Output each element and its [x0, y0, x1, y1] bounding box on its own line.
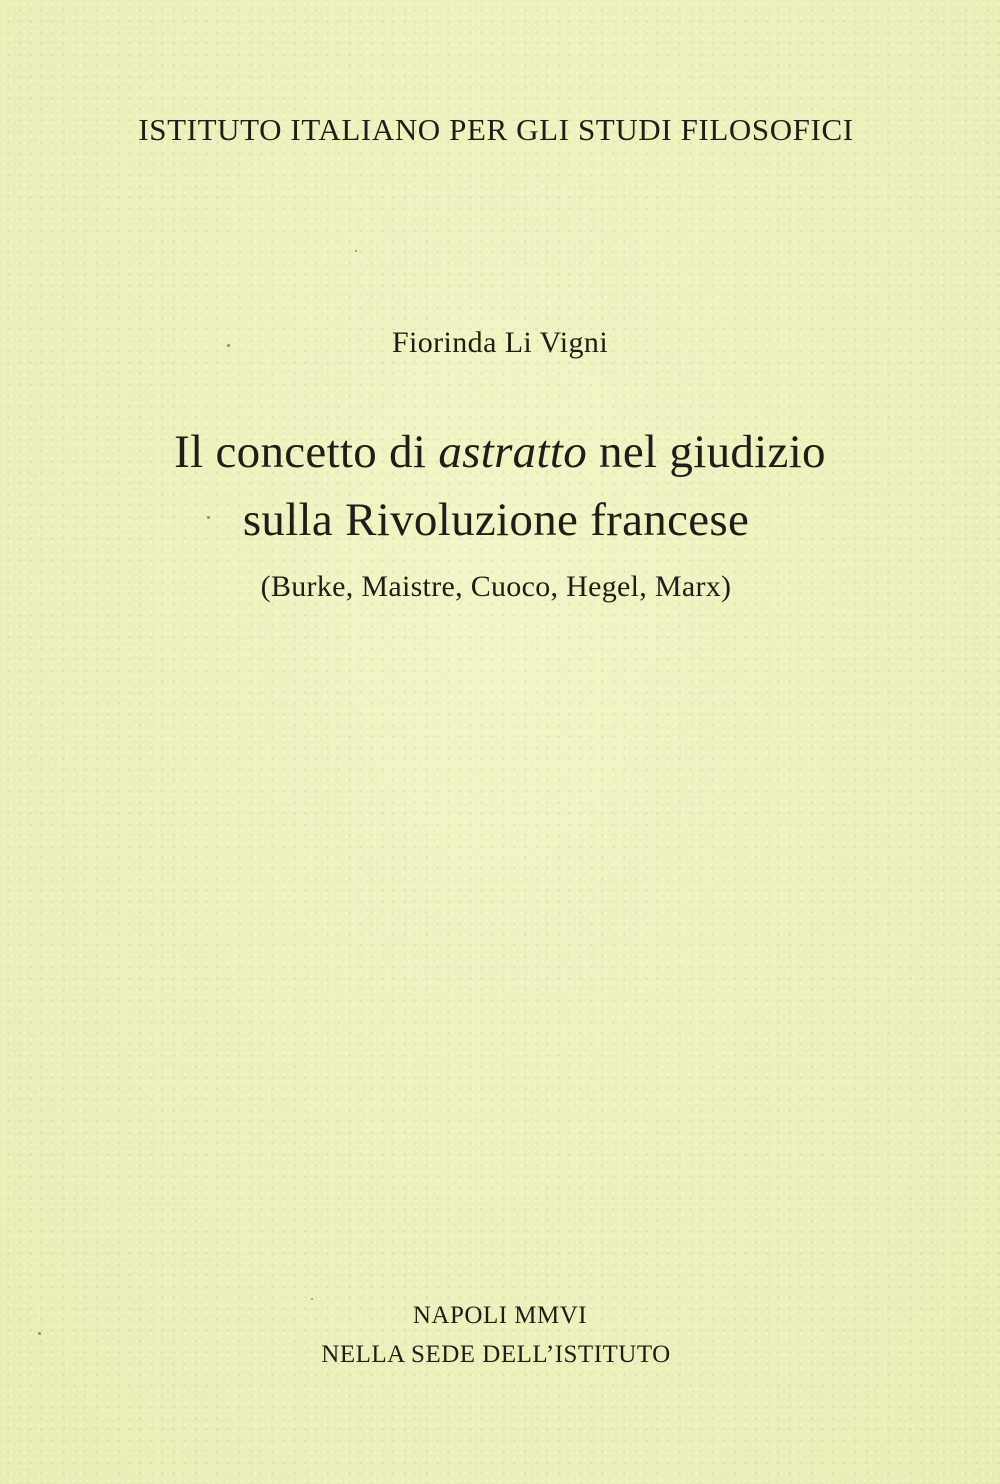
paper-speck [311, 1298, 313, 1300]
paper-speck [207, 516, 210, 519]
paper-speck [227, 344, 230, 347]
paper-speck [355, 250, 357, 252]
title-line-1-start: Il concetto di [174, 426, 439, 478]
paper-speck [38, 1332, 41, 1335]
imprint-place-year: NAPOLI MMVI [412, 1302, 588, 1329]
author-name: Fiorinda Li Vigni [391, 326, 609, 359]
title-line-1 [0, 425, 1000, 479]
title-italic-word: astratto [438, 426, 587, 478]
publisher-name: ISTITUTO ITALIANO PER GLI STUDI FILOSOFICI [138, 112, 854, 147]
imprint-seat: NELLA SEDE DELL’ISTITUTO [321, 1341, 671, 1368]
title-line-2: sulla Rivoluzione francese [242, 494, 750, 546]
title-line-1-end: nel giudizio [587, 426, 826, 478]
subtitle: (Burke, Maistre, Cuoco, Hegel, Marx) [260, 570, 732, 603]
